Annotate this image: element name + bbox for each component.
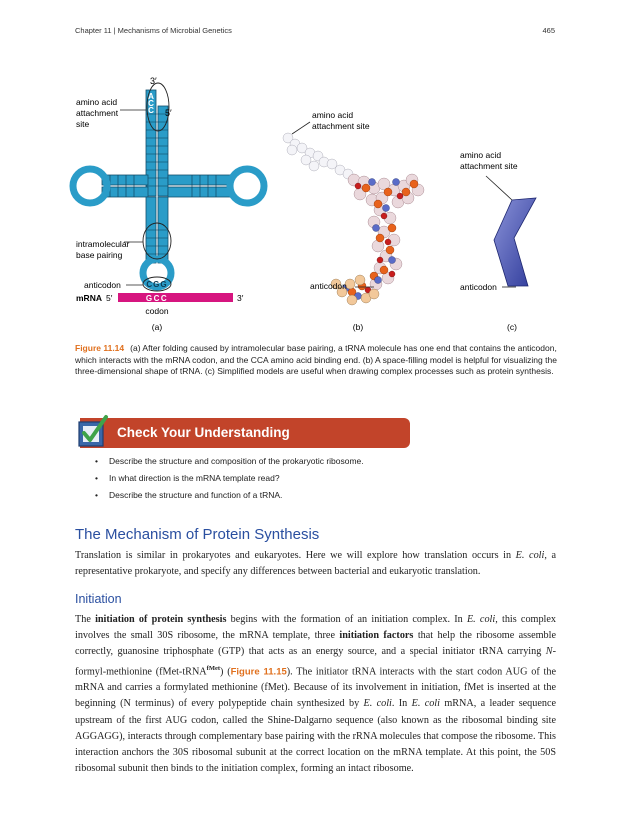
check-understanding-title: Check Your Understanding bbox=[117, 425, 290, 440]
figure-link[interactable]: Figure 11.15 bbox=[230, 666, 287, 677]
codon-label: codon bbox=[145, 306, 169, 316]
chapter-title: Chapter 11 | Mechanisms of Microbial Genetics bbox=[75, 26, 232, 35]
bold-term: initiation factors bbox=[339, 630, 414, 642]
mrna-3-label: 3′ bbox=[237, 293, 244, 303]
codon-bases: GCC bbox=[145, 294, 169, 303]
list-item: • Describe the structure and composition of the prokaryotic ribosome. bbox=[95, 456, 364, 473]
aa-label-b: attachment site bbox=[312, 121, 370, 131]
aa-label-line: amino acid bbox=[76, 97, 118, 107]
trna-figure bbox=[62, 70, 562, 340]
text-run: begins with the formation of an initiation complex. In bbox=[226, 614, 467, 625]
text-run: Translation is similar in prokaryotes and eukaryotes. Here we will explore how translation occurs in bbox=[75, 550, 516, 561]
panel-letter-b: (b) bbox=[352, 322, 364, 332]
aa-label-b: amino acid bbox=[312, 110, 354, 120]
panel-letter-a: (a) bbox=[151, 322, 163, 332]
three-prime-top: 3′ bbox=[150, 76, 157, 86]
bold-term: initiation of protein synthesis bbox=[95, 614, 227, 625]
figure-label: Figure 11.14 bbox=[75, 343, 125, 353]
subsection-title: Initiation bbox=[75, 592, 122, 606]
trna-space-filling bbox=[283, 110, 424, 332]
anticodon-label-c: anticodon bbox=[460, 282, 497, 292]
italic-run: E. coli bbox=[515, 550, 545, 561]
cca-letter: C bbox=[148, 99, 154, 108]
cca-letter: A bbox=[148, 92, 154, 101]
list-item: • Describe the structure and function of a tRNA. bbox=[95, 490, 364, 507]
text-run: , a representative prokaryote, and specify any differences between bacterial and eukaryotic translation. bbox=[75, 550, 556, 578]
italic-run: E. coli bbox=[411, 698, 440, 710]
panel-letter-c: (c) bbox=[507, 322, 517, 332]
text-run: . In bbox=[391, 698, 412, 710]
text-run: -formyl-methionine (fMet-tRNA bbox=[75, 646, 556, 677]
mrna-strand bbox=[118, 293, 233, 302]
italic-run: E. coli bbox=[466, 614, 496, 625]
cca-letter: C bbox=[148, 106, 154, 115]
intro-paragraph bbox=[75, 548, 556, 580]
trna-cloverleaf bbox=[73, 76, 264, 332]
list-item: • In what direction is the mRNA template read? bbox=[95, 473, 364, 490]
check-understanding-list bbox=[95, 456, 364, 507]
aa-label-line: site bbox=[76, 119, 90, 129]
mrna-label: mRNA bbox=[76, 293, 102, 303]
text-run: ) ( bbox=[220, 666, 231, 677]
anticodon-label-b: anticodon bbox=[310, 281, 347, 291]
trna-simplified bbox=[460, 150, 536, 332]
italic-run: N bbox=[545, 646, 553, 658]
checkbox-icon bbox=[77, 414, 109, 448]
five-prime-top: 5′ bbox=[165, 108, 172, 118]
text-run: mRNA, a leader sequence upstream of the first AUG codon, called the Shine-Dalgarno sequence (also known as the ribosomal binding site AGGAGG), interacts through complementary base pairing with the rRNA molecules that compose the ribosome. This interaction anchors the 30S ribosomal subunit at the correct location on the mRNA template. At this point, the 50S ribosomal subunit then binds to the initiation complex, forming an intact ribosome. bbox=[75, 698, 557, 775]
page-number: 465 bbox=[542, 26, 555, 35]
intramolecular-label: base pairing bbox=[76, 250, 123, 260]
superscript: fMet bbox=[206, 664, 221, 672]
text-run: that help the ribosome assemble correctly, guanosine triphosphate (GTP) that acts as an energy source, and a special initiator tRNA carrying bbox=[75, 630, 556, 658]
aa-label-line: attachment bbox=[76, 108, 119, 118]
intramolecular-label: intramolecular bbox=[76, 239, 130, 249]
initiation-paragraph bbox=[75, 612, 556, 777]
mrna-5-label: 5′ bbox=[106, 293, 113, 303]
section-title: The Mechanism of Protein Synthesis bbox=[75, 526, 320, 543]
aa-label-c: amino acid bbox=[460, 150, 502, 160]
aa-label-c: attachment site bbox=[460, 161, 518, 171]
anticodon-label-a: anticodon bbox=[84, 280, 121, 290]
figure-caption bbox=[75, 343, 560, 378]
text-run: ). The initiator tRNA interacts with the start codon AUG of the mRNA and carries a formylated methionine (fMet). Because of its involvement in initiation, fMet is inserted at the beginning (N terminus) of every polypeptide chain synthesized by bbox=[75, 666, 556, 710]
caption-text: (a) After folding caused by intramolecular base pairing, a tRNA molecule has one end that contains the anticodon, which interacts with the mRNA codon, and the CCA amino acid binding end. (b) A space-filling model is helpful for visualizing the three-dimensional shape of tRNA. (c) Simplified models are useful when drawing complex processes such as protein synthesis. bbox=[75, 343, 557, 376]
text-run: , this complex involves the small 30S ribosome, the mRNA template, three bbox=[75, 614, 557, 642]
italic-run: E. coli bbox=[363, 698, 392, 710]
anticodon-bases: CGG bbox=[146, 280, 168, 289]
text-run: The bbox=[75, 614, 96, 625]
